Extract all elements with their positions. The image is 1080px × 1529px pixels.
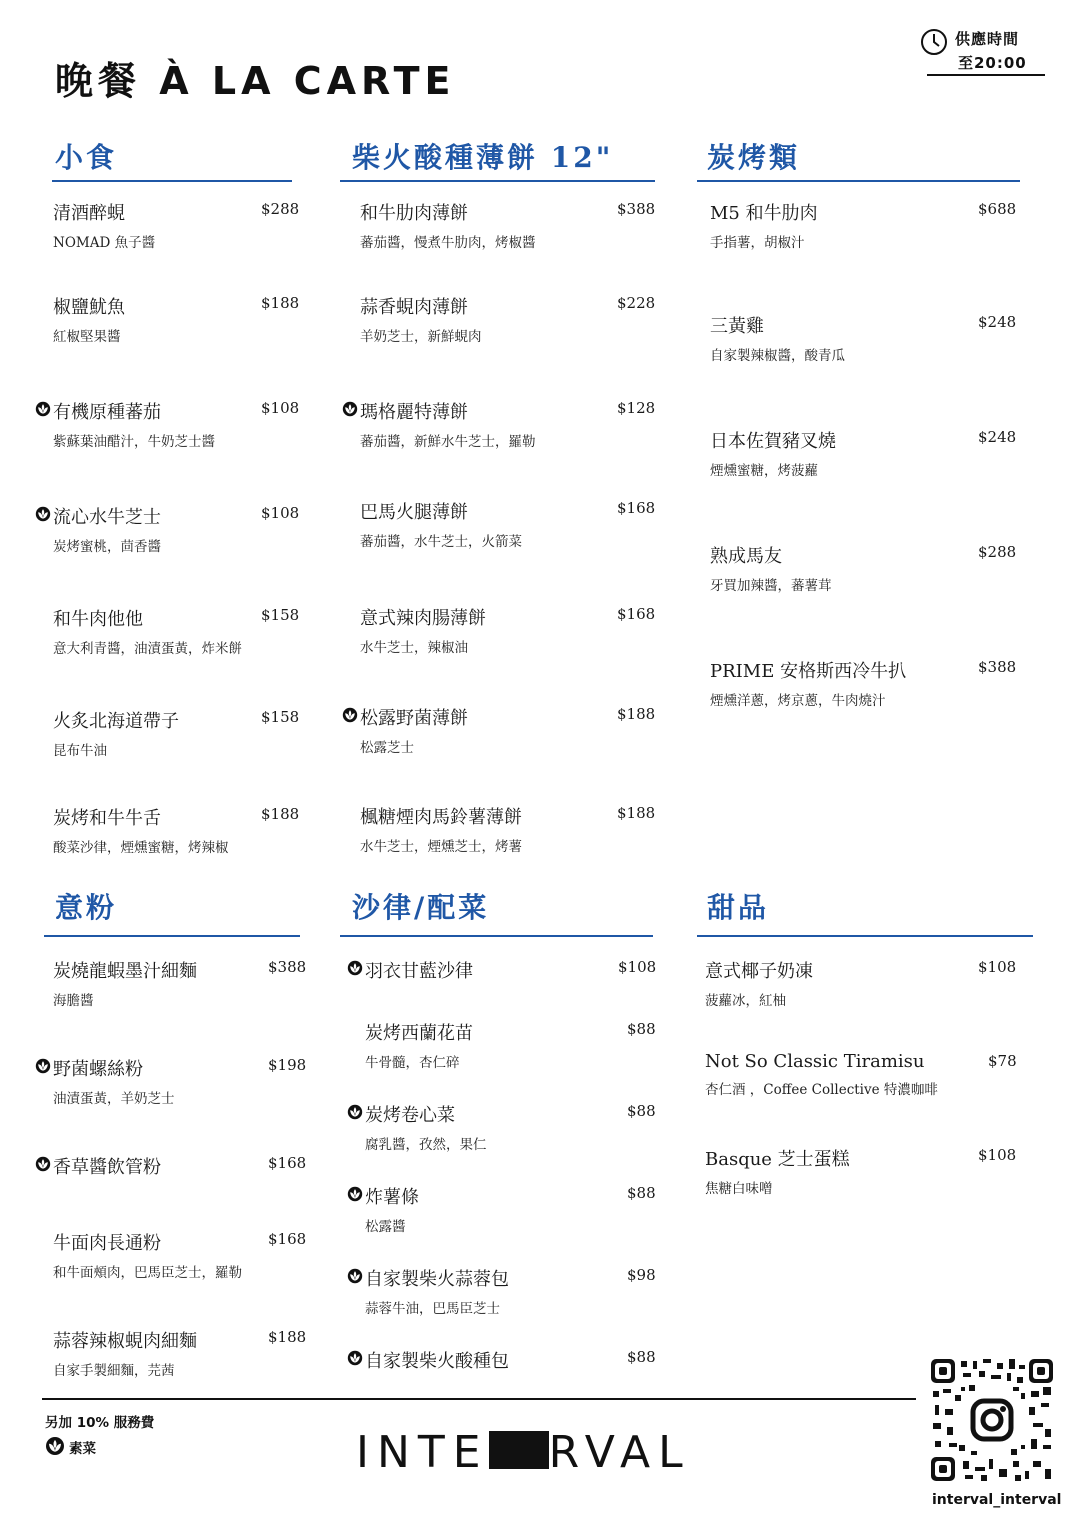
section-title-dessert: 甜品 [707,891,770,924]
vegetarian-leaf-icon [35,1058,51,1078]
footer-divider [42,1398,916,1400]
menu-item: 有機原種蕃茄 紫蘇葉油醋汁，牛奶芝士醬 $108 [53,398,215,450]
instagram-handle[interactable]: interval_interval [932,1492,1062,1508]
section-divider [340,180,655,182]
menu-item: 炭烤卷心菜 腐乳醬，孜然，果仁 $88 [365,1101,487,1153]
service-time: 至20:00 [958,54,1027,72]
menu-item: 意式辣肉腸薄餅 水牛芝士，辣椒油 $168 [360,605,656,656]
menu-item: 自家製柴火酸種包 $88 [365,1347,509,1373]
section-divider [44,935,300,937]
section-divider [52,180,292,182]
section-title-salad: 沙律/配菜 [352,891,490,924]
menu-item: 和牛肉他他 意大利青醬，油漬蛋黃，炸米餅 $158 [53,606,300,657]
menu-item: Not So Classic Tiramisu 杏仁酒 ，Coffee Collective 特濃咖啡 $78 [705,1051,1017,1098]
menu-item: 蒜香蜆肉薄餅 羊奶芝士，新鮮蜆肉 $228 [360,294,656,345]
vegetarian-leaf-icon [35,506,51,526]
menu-item: 野菌螺絲粉 油漬蛋黃，羊奶芝士 $198 [53,1055,175,1107]
section-divider [340,935,653,937]
section-title-snacks: 小食 [55,141,118,174]
brand-logo-left: INTE [356,1427,489,1478]
menu-item: 椒鹽魷魚 紅椒堅果醬 $188 [53,294,300,345]
page-title: 晚餐 À LA CARTE [55,59,456,103]
menu-item: 楓糖煙肉馬鈴薯薄餅 水牛芝士，煙燻芝士，烤薯 $188 [360,804,656,855]
vegetarian-leaf-icon [347,1350,363,1370]
menu-item: 蒜蓉辣椒蜆肉細麵 自家手製細麵，芫茜 $188 [53,1328,307,1379]
brand-logo-right: RVAL [548,1427,691,1478]
vegetarian-leaf-icon [35,1156,51,1176]
menu-item: 意式椰子奶凍 菠蘿冰，紅柚 $108 [705,958,1017,1009]
menu-item: 三黃雞 自家製辣椒醬，酸青瓜 $248 [710,313,1017,364]
section-divider [697,180,1020,182]
vegetarian-leaf-icon [342,707,358,727]
qr-code-icon[interactable] [929,1357,1055,1483]
vegetarian-leaf-icon [347,1186,363,1206]
section-title-grill: 炭烤類 [707,141,801,174]
vegetarian-legend-label: 素菜 [69,1441,96,1457]
menu-item: 炭烤西蘭花苗 牛骨髓，杏仁碎 $88 [365,1020,656,1071]
vegetarian-leaf-icon [35,401,51,421]
section-divider [697,935,1033,937]
menu-item: 清酒醉蜆 NOMAD 魚子醬 $288 [53,200,300,251]
service-hours [920,26,1045,76]
menu-item: 日本佐賀豬叉燒 煙燻蜜糖，烤菠蘿 $248 [710,428,1017,479]
menu-item: 香草醬飲管粉 $168 [53,1153,161,1179]
section-title-pasta: 意粉 [55,891,118,924]
service-label: 供應時間 [955,30,1020,48]
menu-item: 牛面肉長通粉 和牛面頰肉，巴馬臣芝士，羅勒 $168 [53,1230,307,1281]
menu-item: 流心水牛芝士 炭烤蜜桃，茴香醬 $108 [53,503,161,555]
menu-item: 炭燒龍蝦墨汁細麵 海膽醬 $388 [53,958,307,1009]
vegetarian-leaf-icon [342,401,358,421]
menu-item: 火炙北海道帶子 昆布牛油 $158 [53,708,300,759]
brand-logo [356,1428,691,1478]
menu-item: 和牛肋肉薄餅 蕃茄醬，慢煮牛肋肉，烤椒醬 $388 [360,200,656,251]
vegetarian-leaf-icon [45,1444,65,1460]
vegetarian-legend [45,1436,96,1460]
menu-item: 炸薯條 松露醬 $88 [365,1183,419,1235]
vegetarian-leaf-icon [347,1268,363,1288]
menu-item: 炭烤和牛牛舌 酸菜沙律，煙燻蜜糖，烤辣椒 $188 [53,805,300,856]
menu-item: 熟成馬友 牙買加辣醬，蕃薯茸 $288 [710,543,1017,594]
menu-item: 巴馬火腿薄餅 蕃茄醬，水牛芝士，火箭菜 $168 [360,499,656,550]
menu-item: 瑪格麗特薄餅 蕃茄醬，新鮮水牛芝士，羅勒 $128 [360,398,536,450]
menu-item: 自家製柴火蒜蓉包 蒜蓉牛油，巴馬臣芝士 $98 [365,1265,509,1317]
menu-item: 松露野菌薄餅 松露芝士 $188 [360,704,468,756]
clock-icon [920,28,948,56]
service-charge-note: 另加 10% 服務費 [45,1415,155,1431]
menu-item: M5 和牛肋肉 手指薯，胡椒汁 $688 [710,200,1017,251]
divider [927,74,1045,76]
menu-item: 羽衣甘藍沙律 $108 [365,957,473,983]
menu-item: PRIME 安格斯西冷牛扒 煙燻洋蔥，烤京蔥，牛肉燒汁 $388 [710,658,1017,709]
vegetarian-leaf-icon [347,960,363,980]
menu-item: Basque 芝士蛋糕 焦糖白味噌 $108 [705,1146,1017,1197]
section-title-pizza: 柴火酸種薄餅 12" [352,141,614,174]
brand-logo-block [489,1431,549,1469]
vegetarian-leaf-icon [347,1104,363,1124]
